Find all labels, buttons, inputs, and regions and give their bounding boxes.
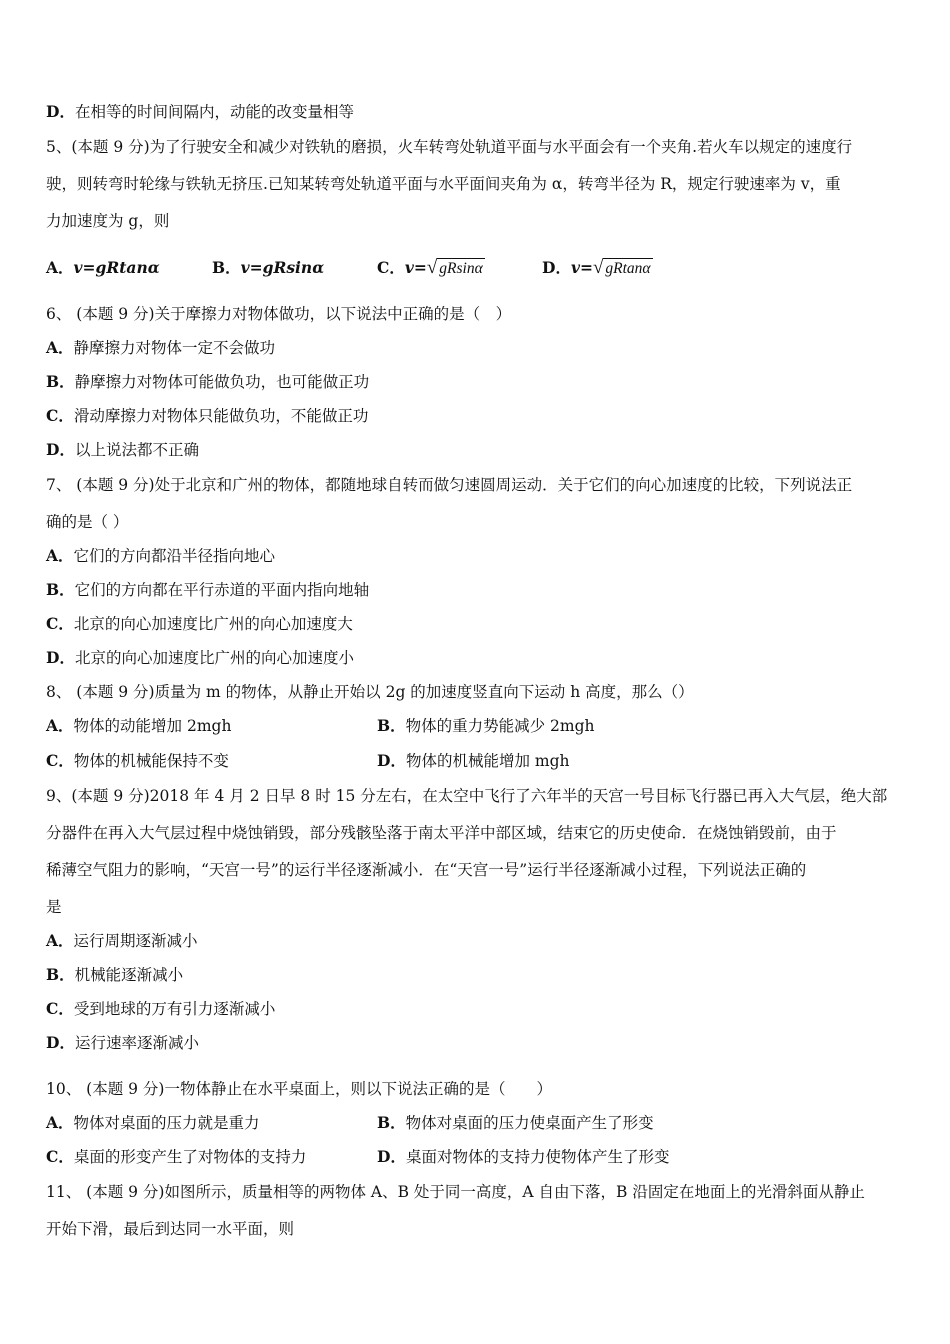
q9-option-c — [46, 999, 906, 1019]
option-text: 滑动摩擦力对物体只能做负功，不能做正功 — [73, 407, 369, 425]
option-letter: C． — [46, 751, 74, 770]
q9-stem-line-2: 分器件在再入大气层过程中烧蚀销毁，部分残骸坠落于南太平洋中部区域，结束它的历史使命．在烧蚀销毁前，由于 — [46, 824, 837, 842]
q8-option-d — [377, 751, 569, 771]
q6-option-d — [46, 440, 906, 460]
option-text: 静摩擦力对物体可能做负功，也可能做正功 — [74, 373, 370, 391]
option-letter: C． — [46, 406, 74, 425]
q10-option-c — [46, 1147, 306, 1167]
option-text: 机械能逐渐减小 — [74, 966, 184, 984]
q8-option-a — [46, 716, 231, 736]
option-letter: C． — [377, 258, 405, 277]
option-text: 物体的机械能保持不变 — [73, 752, 229, 770]
option-letter: C． — [46, 1147, 74, 1166]
option-text: 桌面的形变产生了对物体的支持力 — [73, 1148, 307, 1166]
option-text: 物体对桌面的压力就是重力 — [73, 1114, 260, 1132]
q8-option-b — [377, 716, 595, 736]
q5-option-a — [46, 258, 160, 278]
option-formula: v=gRtanα — [73, 258, 160, 277]
option-text: 北京的向心加速度比广州的向心加速度大 — [73, 615, 353, 633]
option-letter: C． — [46, 614, 74, 633]
option-text: 物体的动能增加 2mgh — [73, 717, 232, 735]
option-text: 桌面对物体的支持力使物体产生了形变 — [405, 1148, 670, 1166]
q6-stem: 6、 (本题 9 分)关于摩擦力对物体做功，以下说法中正确的是（ ） — [46, 305, 512, 323]
option-letter: A． — [46, 546, 74, 565]
q6-option-a — [46, 338, 906, 358]
option-text: 运行速率逐渐减小 — [74, 1034, 199, 1052]
option-text: 静摩擦力对物体一定不会做功 — [73, 339, 276, 357]
radicand: gRtanα — [605, 260, 651, 277]
q5-option-b — [212, 258, 324, 278]
option-letter: D． — [377, 751, 406, 770]
option-letter: D． — [46, 1033, 75, 1052]
q10-option-b — [377, 1113, 654, 1133]
q11-stem-line-1: 11、 (本题 9 分)如图所示，质量相等的两物体 A、B 处于同一高度，A 自由下落，B 沿固定在地面上的光滑斜面从静止 — [46, 1183, 865, 1201]
option-text: 在相等的时间间隔内，动能的改变量相等 — [74, 103, 354, 121]
option-letter: D． — [377, 1147, 406, 1166]
sqrt-formula: √ gRsinα — [426, 257, 483, 278]
q6-option-b — [46, 372, 906, 392]
option-prefix: v= — [404, 258, 427, 277]
q10-stem: 10、 (本题 9 分)一物体静止在水平桌面上，则以下说法正确的是（ ） — [46, 1080, 552, 1098]
option-letter: B． — [377, 716, 406, 735]
option-letter: D． — [542, 258, 571, 277]
option-letter: A． — [46, 931, 74, 950]
q8-option-c — [46, 751, 229, 771]
q9-stem-line-4: 是 — [46, 898, 62, 916]
q10-option-a — [46, 1113, 260, 1133]
option-prefix: v= — [570, 258, 593, 277]
q5-option-d — [542, 258, 653, 279]
q7-option-c — [46, 614, 906, 634]
option-letter: D． — [46, 440, 75, 459]
option-text: 以上说法都不正确 — [74, 441, 199, 459]
option-text: 物体的重力势能减少 2mgh — [405, 717, 595, 735]
option-letter: B． — [46, 580, 75, 599]
option-letter: A． — [46, 258, 74, 277]
q9-option-a — [46, 931, 906, 951]
option-letter: A． — [46, 338, 74, 357]
q9-option-d — [46, 1033, 906, 1053]
option-formula: v=gRsinα — [240, 258, 325, 277]
option-text: 物体对桌面的压力使桌面产生了形变 — [405, 1114, 654, 1132]
q5-stem-line-2: 驶，则转弯时轮缘与铁轨无挤压.已知某转弯处轨道平面与水平面间夹角为 α，转弯半径为 R，规定行驶速率为 v，重 — [46, 175, 841, 193]
q5-stem-line-1: 5、(本题 9 分)为了行驶安全和减少对铁轨的磨损，火车转弯处轨道平面与水平面会有一个夹角.若火车以规定的速度行 — [46, 138, 853, 156]
option-letter: B． — [212, 258, 241, 277]
q7-stem-line-1: 7、 (本题 9 分)处于北京和广州的物体，都随地球自转而做匀速圆周运动．关于它们的向心加速度的比较，下列说法正 — [46, 476, 853, 494]
option-text: 它们的方向都在平行赤道的平面内指向地轴 — [74, 581, 370, 599]
option-letter: D． — [46, 648, 75, 667]
q9-stem-line-3: 稀薄空气阻力的影响，“天宫一号”的运行半径逐渐减小．在“天宫一号”运行半径逐渐减小过程，下列说法正确的 — [46, 861, 807, 879]
radicand: gRsinα — [439, 260, 483, 277]
q4-option-d — [46, 102, 906, 122]
q7-option-b — [46, 580, 906, 600]
q7-stem-line-2: 确的是（ ） — [46, 513, 129, 531]
q6-option-c — [46, 406, 906, 426]
option-text: 物体的机械能增加 mgh — [405, 752, 570, 770]
q9-option-b — [46, 965, 906, 985]
option-letter: B． — [46, 372, 75, 391]
option-letter: B． — [377, 1113, 406, 1132]
option-letter: A． — [46, 716, 74, 735]
q10-option-d — [377, 1147, 669, 1167]
q7-option-d — [46, 648, 906, 668]
option-text: 受到地球的万有引力逐渐减小 — [73, 1000, 276, 1018]
q7-option-a — [46, 546, 906, 566]
option-letter: D． — [46, 102, 75, 121]
option-letter: A． — [46, 1113, 74, 1132]
option-letter: C． — [46, 999, 74, 1018]
option-text: 它们的方向都沿半径指向地心 — [73, 547, 276, 565]
q11-stem-line-2: 开始下滑，最后到达同一水平面，则 — [46, 1220, 295, 1238]
q9-stem-line-1: 9、(本题 9 分)2018 年 4 月 2 日早 8 时 15 分左右，在太空中飞行了六年半的天宫一号目标飞行器已再入大气层，绝大部 — [46, 787, 888, 805]
q5-stem-line-3: 力加速度为 g，则 — [46, 212, 170, 230]
option-letter: B． — [46, 965, 75, 984]
option-text: 运行周期逐渐减小 — [73, 932, 198, 950]
q5-option-c — [377, 258, 485, 279]
option-text: 北京的向心加速度比广州的向心加速度小 — [74, 649, 354, 667]
q8-stem: 8、 (本题 9 分)质量为 m 的物体，从静止开始以 2g 的加速度竖直向下运动 h 高度，那么（） — [46, 683, 694, 701]
sqrt-formula: √ gRtanα — [592, 257, 651, 278]
